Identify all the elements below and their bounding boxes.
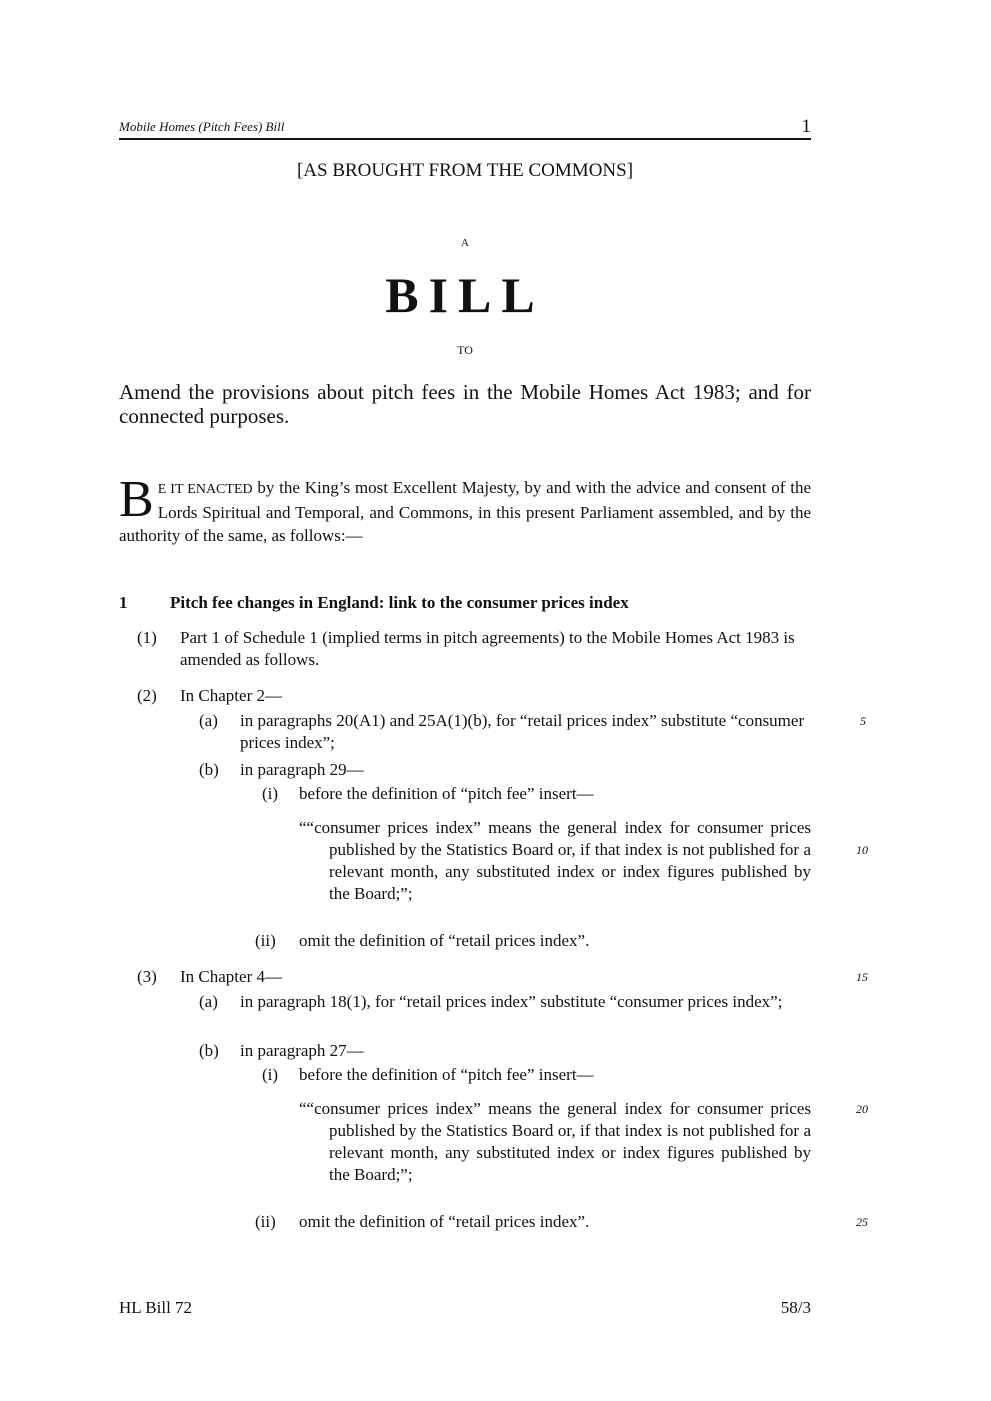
subparagraph-number: (i) xyxy=(262,784,279,803)
subsection-text: In Chapter 2— xyxy=(180,686,282,705)
inserted-definition xyxy=(299,817,811,905)
subparagraph-number: (ii) xyxy=(255,931,276,950)
subparagraph-text: before the definition of “pitch fee” insert— xyxy=(299,784,594,803)
paragraph-text: in paragraph 18(1), for “retail prices index” substitute “consumer prices index”; xyxy=(240,992,783,1011)
title-to: TO xyxy=(457,343,473,357)
status-line: [AS BROUGHT FROM THE COMMONS] xyxy=(296,160,634,181)
paragraph-number: (b) xyxy=(199,1041,219,1060)
paragraph-number: (b) xyxy=(199,760,219,779)
footer-print-ref: 58/3 xyxy=(780,1298,811,1317)
line-number: 25 xyxy=(856,1215,868,1229)
subparagraph-number: (ii) xyxy=(255,1212,276,1231)
line-number: 15 xyxy=(856,970,868,984)
enacting-formula xyxy=(119,471,811,547)
bill-title: BILL xyxy=(385,267,545,323)
section-title: Pitch fee changes in England: link to the consumer prices index xyxy=(170,593,629,612)
page-number: 1 xyxy=(801,116,811,137)
paragraph-number: (a) xyxy=(199,711,218,730)
long-title: Amend the provisions about pitch fees in the Mobile Homes Act 1983; and for connected purposes. xyxy=(119,380,811,428)
section-number: 1 xyxy=(119,593,128,612)
subparagraph-text: omit the definition of “retail prices index”. xyxy=(299,931,590,950)
subparagraph-number: (i) xyxy=(262,1065,279,1084)
title-a: A xyxy=(461,237,469,249)
paragraph-number: (a) xyxy=(199,992,218,1011)
subsection-number: (2) xyxy=(137,686,157,705)
subsection-number: (1) xyxy=(137,628,157,647)
subparagraph-text: before the definition of “pitch fee” insert— xyxy=(299,1065,594,1084)
line-number: 10 xyxy=(856,843,868,857)
footer-bill-number: HL Bill 72 xyxy=(119,1298,193,1317)
inserted-definition xyxy=(299,1098,811,1186)
enacting-text: by the King’s most Excellent Majesty, by and with the advice and consent of the Lords Spiritual and Temporal, and Commons, in this present Parliament assembled, and by the authority of the same, as follows:— xyxy=(119,478,811,545)
subsection-text: In Chapter 4— xyxy=(180,967,282,986)
running-header xyxy=(119,118,811,140)
paragraph-text: in paragraph 29— xyxy=(240,760,364,779)
running-title: Mobile Homes (Pitch Fees) Bill xyxy=(119,119,285,134)
dropcap: B xyxy=(119,471,154,528)
paragraph-text: in paragraphs 20(A1) and 25A(1)(b), for “retail prices index” substitute “consumer prices index”; xyxy=(240,711,805,752)
line-number: 20 xyxy=(856,1102,868,1116)
subparagraph-text: omit the definition of “retail prices index”. xyxy=(299,1212,590,1231)
enacting-smallcaps: E IT ENACTED xyxy=(157,482,253,497)
inserted-definition-text: ““consumer prices index” means the general index for consumer prices published by the Statistics Board or, if that index is not published for a relevant month, any substituted index or index figures published by the Board;”; xyxy=(299,1099,811,1184)
paragraph-text: in paragraph 27— xyxy=(240,1041,364,1060)
inserted-definition-text: ““consumer prices index” means the general index for consumer prices published by the Statistics Board or, if that index is not published for a relevant month, any substituted index or index figures published by the Board;”; xyxy=(299,818,811,903)
line-number: 5 xyxy=(860,714,866,728)
subsection-text: Part 1 of Schedule 1 (implied terms in pitch agreements) to the Mobile Homes Act 1983 is amended as follows. xyxy=(180,628,795,669)
subsection-number: (3) xyxy=(137,967,157,986)
